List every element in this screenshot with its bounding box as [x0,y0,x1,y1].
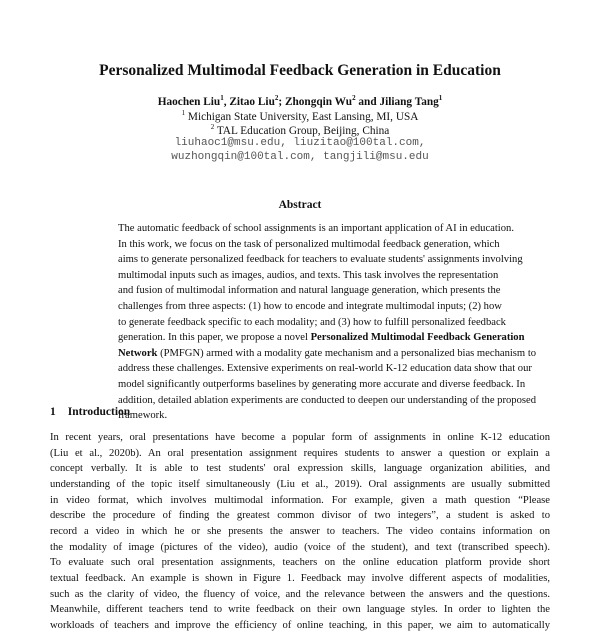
paper-title: Personalized Multimodal Feedback Generation in Education [99,62,501,79]
author-separator: ; [278,95,285,108]
email-line-2: wuzhongqin@100tal.com, tangjili@msu.edu [171,151,429,163]
body-line: such as the clarity of video, the fluency of voice, and the relevance between the answers and the questions. [50,588,550,600]
abstract-line: model significantly outperforms baselines by generating more accurate and diverse feedback. In [118,378,526,390]
affiliation-text: Michigan State University, East Lansing, MI, USA [187,110,419,123]
body-line: describe the procedure of finding the greatest common divisor of two integers”, a student is asked to [50,510,550,522]
abstract-text: (PMFGN) armed with a modality gate mechanism and a personalized bias mechanism to [160,347,537,359]
author-affiliation-marker: 2 [274,94,279,102]
author-affiliation-marker: 2 [352,94,356,102]
abstract-line: challenges from three aspects: (1) how to encode and integrate multimodal inputs; (2) how [118,300,502,312]
introduction-body [50,430,550,634]
body-line: record a video in which he or she presents the answer to teachers. The video contains information on [50,525,550,537]
affiliation-2 [0,123,600,137]
model-name-bold: Personalized Multimodal Feedback Generation [310,332,525,344]
abstract-line: addition, detailed ablation experiments are conducted to deepen our understanding of the proposed [118,394,537,406]
abstract-heading: Abstract [278,199,322,211]
body-line: understanding of the topic itself simultaneously (Liu et al., 2019). Oral assignments are usually submitted [50,478,550,490]
section-title: Introduction [67,406,131,418]
abstract-line: The automatic feedback of school assignments is an important application of AI in education. [118,223,514,234]
body-line: textual feedback. An example is shown in Figure 1. Feedback may involve different aspects of modalities, [50,572,550,584]
model-name-bold: Network [118,347,158,359]
author-separator: and [355,95,380,108]
abstract-line: framework. [118,410,168,422]
abstract-line: aims to generate personalized feedback for teachers to evaluate students' assignments involving [118,254,523,266]
section-number: 1 [50,406,56,418]
abstract-line [118,330,525,346]
body-line: the modality of image (pictures of the video), audio (voice of the student), and text (transcribed speech). [50,541,550,553]
affiliation-1 [0,109,600,123]
body-line: in video format, which involves multimodal information. For example, given a math question “Please [50,494,550,506]
author-separator: , [223,95,230,108]
affiliation-marker: 2 [210,123,215,131]
abstract-line: multimodal inputs such as images, audios, and texts. This task involves the representation [118,269,499,281]
section-heading-introduction [50,406,142,418]
body-line: concept verbally. It is able to test students' oral expression skills, language organization abilities, and [50,463,550,475]
body-line: (Liu et al., 2020b). An oral presentation assignment requires students to answer a question or explain a [50,447,550,459]
affiliation-marker: 1 [181,109,186,117]
author-name: Haochen Liu [157,95,221,108]
body-line: Meanwhile, different teachers tend to write feedback on their own language styles. In order to lighten the [50,604,550,616]
abstract-line: and fusion of multimodal information and natural language generation, which presents the [118,285,501,297]
author-name: Zhongqin Wu [284,95,353,108]
abstract-text: generation. In this paper, we propose a novel [118,332,311,344]
author-list [0,94,600,108]
email-line-1: liuhaoc1@msu.edu, liuzitao@100tal.com, [174,137,426,149]
abstract-line [118,346,537,362]
affiliation-text: TAL Education Group, Beijing, China [216,124,390,137]
author-name: Jiliang Tang [379,95,439,108]
body-line: workloads of teachers and improve the efficiency of online teaching, in this paper, we aim to automatically [50,619,550,631]
abstract-line: to generate feedback specific to each modality; and (3) how to fulfill personalized feedback [118,316,506,328]
abstract-line: address these challenges. Extensive experiments on real-world K-12 education data show that our [118,363,532,375]
author-affiliation-marker: 1 [220,94,224,102]
author-name: Zitao Liu [229,95,275,108]
abstract-line: In this work, we focus on the task of personalized multimodal feedback generation, which [118,238,500,250]
abstract-body [118,221,537,424]
author-affiliation-marker: 1 [438,94,443,102]
body-line: To evaluate such oral presentation assignments, teachers on the online education platform provide short [50,557,550,569]
body-line: In recent years, oral presentations have become a popular form of assignments in online K-12 education [50,432,550,443]
